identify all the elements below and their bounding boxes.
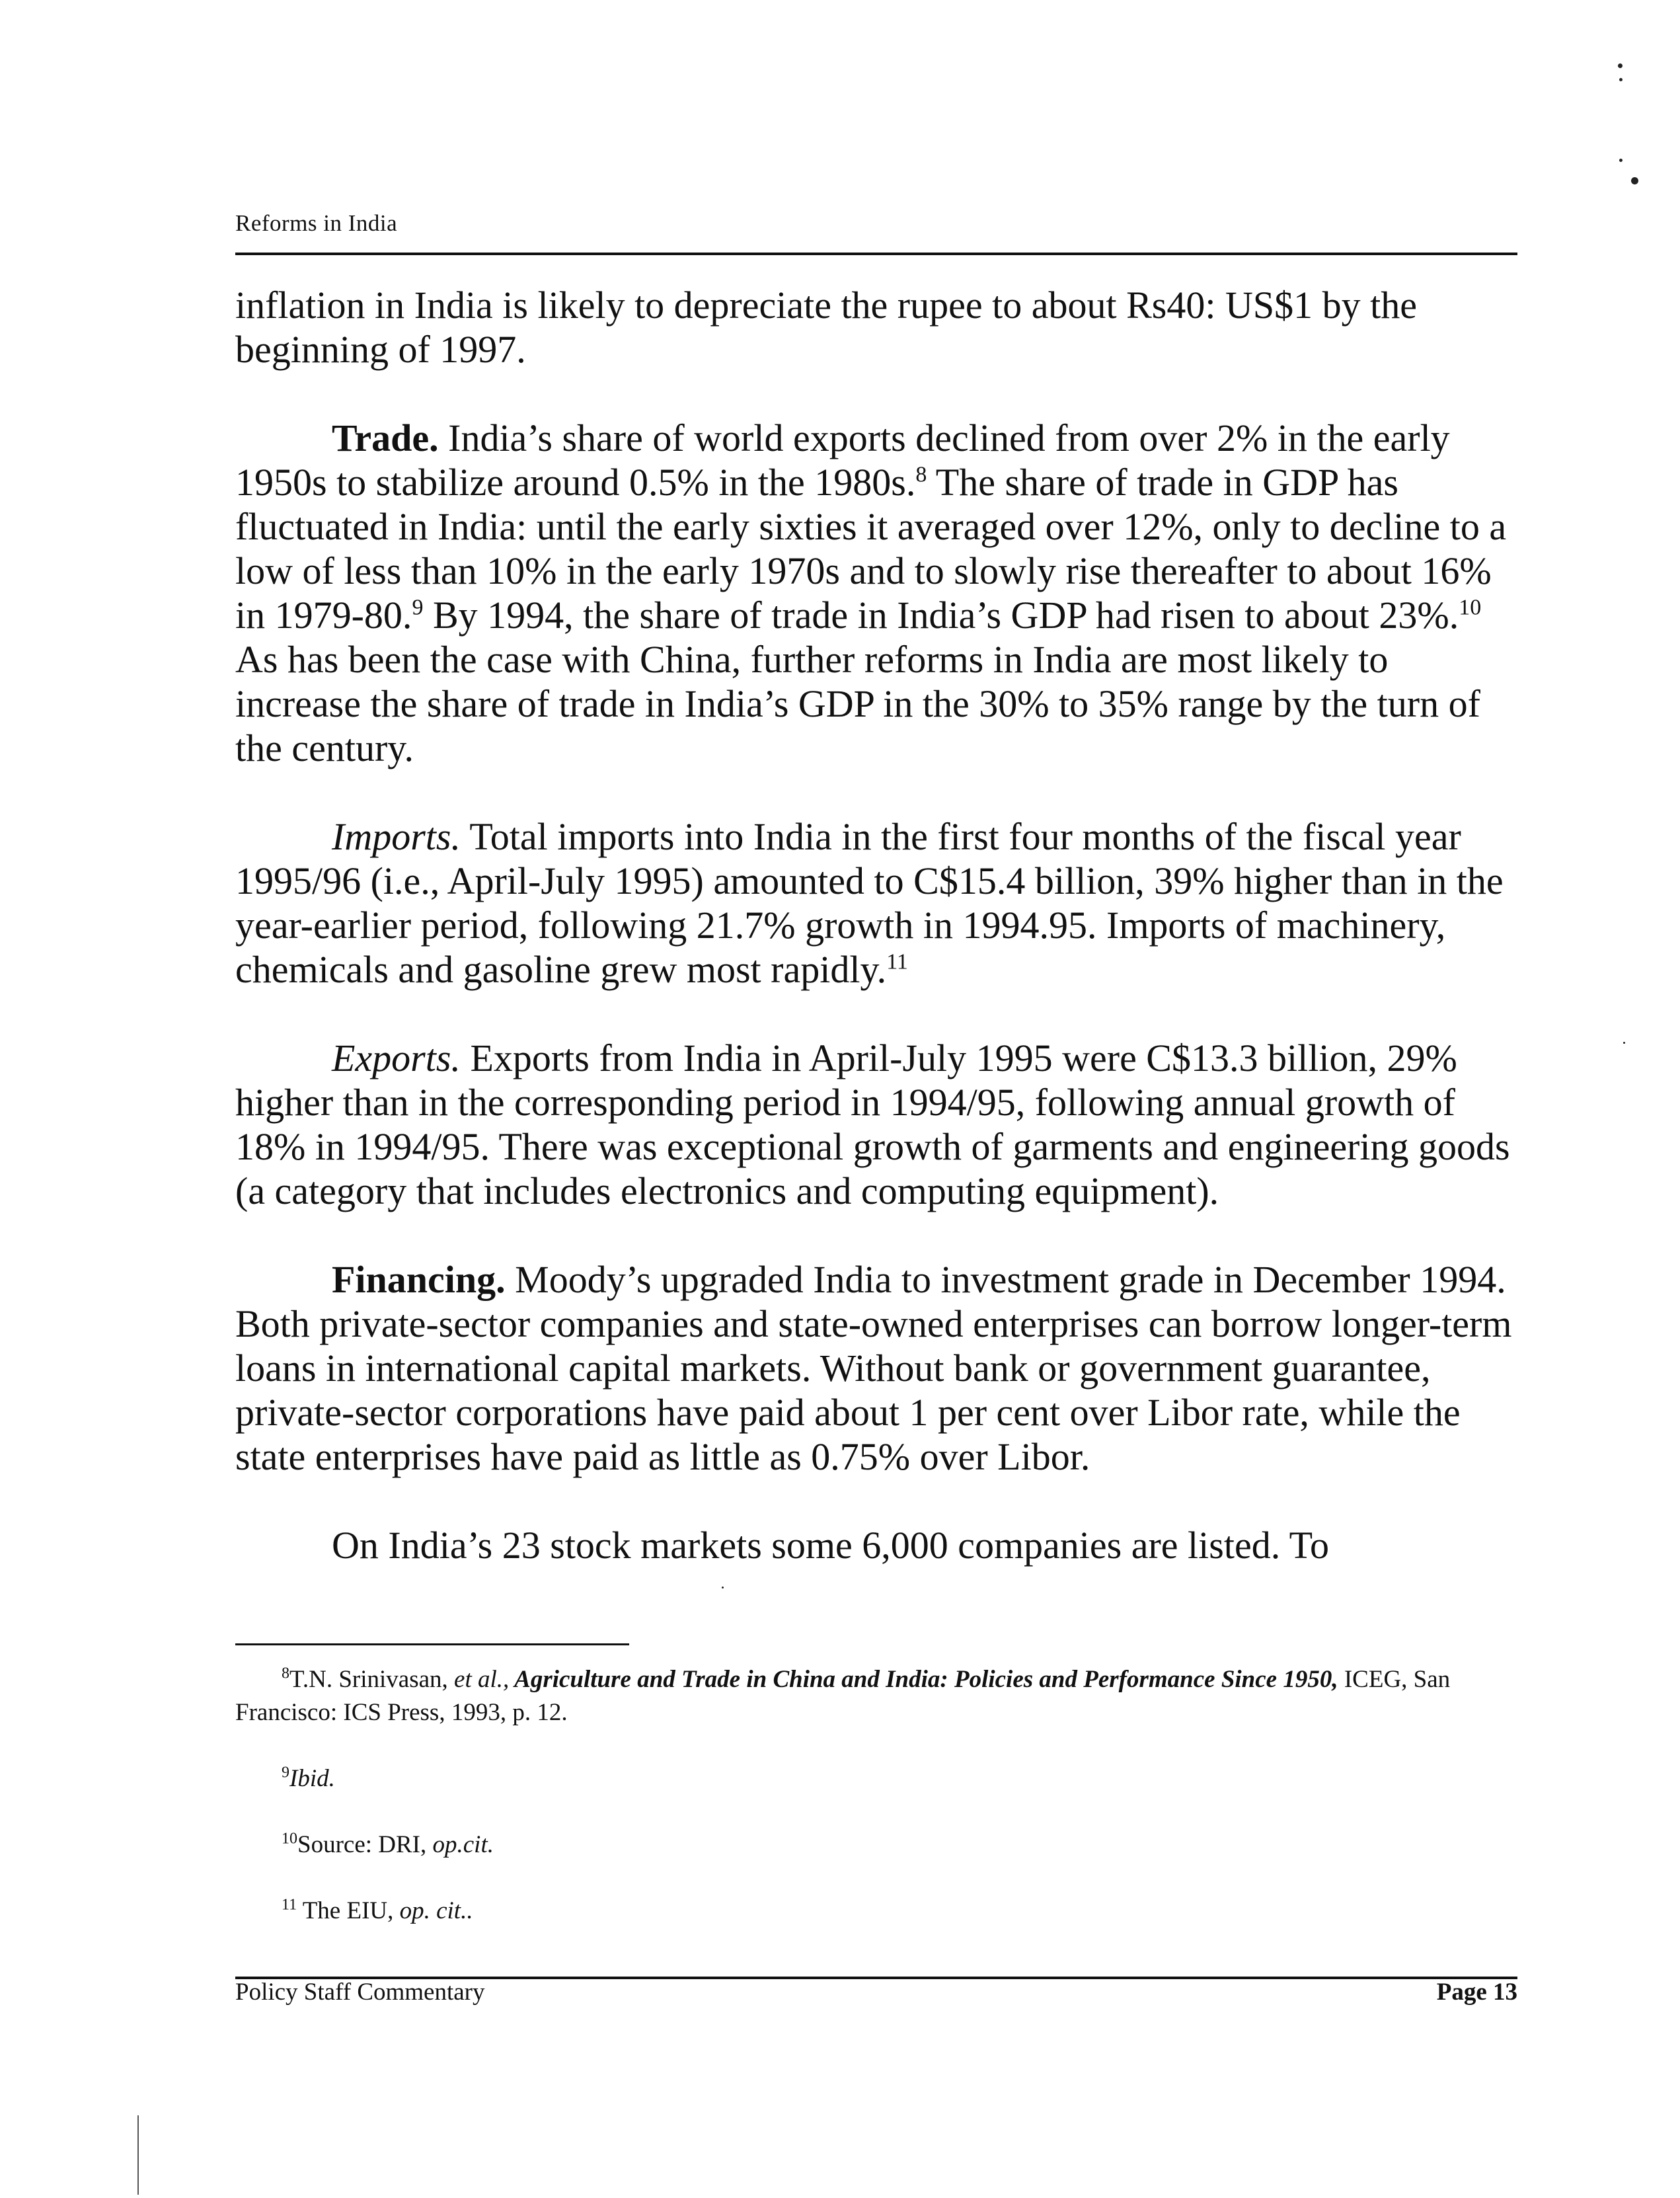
paragraph-text: The share of trade in GDP has fluctuated in India: until the early sixties it averaged over 12%, only to decline to a low of less than 10% in the early 1970s and to slowly rise thereafter to about 16% in 1979-80.	[235, 461, 1507, 637]
footnote-8	[235, 1663, 1521, 1729]
footnotes	[235, 1663, 1521, 1961]
footnote-italic: op.cit.	[432, 1831, 494, 1858]
footer-publication: Policy Staff Commentary	[235, 1979, 485, 2006]
footnote-italic: op. cit..	[399, 1897, 473, 1924]
scan-speck	[1619, 159, 1623, 162]
footnote-text: Source: DRI,	[297, 1831, 433, 1858]
footnote-number: 10	[282, 1830, 297, 1848]
footnote-9	[235, 1762, 1521, 1795]
footnote-text: ICEG, San Francisco: ICS Press, 1993, p. 12.	[235, 1666, 1451, 1726]
footnote-number: 9	[282, 1764, 289, 1782]
page-number: Page 13	[1436, 1979, 1517, 2006]
footnote-text: The EIU,	[297, 1897, 400, 1924]
paragraph-exports	[235, 1036, 1521, 1213]
footnote-ref: 8	[915, 462, 927, 487]
footnote-ref: 9	[412, 595, 424, 620]
paragraph-text: Moody’s upgraded India to investment grade in December 1994. Both private-sector companies and state-owned enterprises can borrow longer-term loans in international capital markets. Without bank or government guarantee, private-sector corporations have paid about 1 per cent over Libor rate, while the state enterprises have paid as little as 0.75% over Libor.	[235, 1258, 1512, 1478]
paragraph-text: inflation in India is likely to depreciate the rupee to about Rs40: US$1 by the beginning of 1997.	[235, 284, 1417, 371]
footnote-11	[235, 1895, 1521, 1928]
footnote-italic: Ibid.	[289, 1765, 335, 1792]
scan-speck	[1619, 78, 1623, 81]
section-heading-trade: Trade.	[332, 416, 439, 459]
footnote-ref: 10	[1459, 595, 1482, 620]
paragraph-stock-markets	[235, 1523, 1521, 1567]
paragraph-text: As has been the case with China, further reforms in India are most likely to increase the share of trade in India’s GDP in the 30% to 35% range by the turn of the century.	[235, 638, 1480, 769]
footnote-number: 11	[282, 1896, 297, 1914]
header-rule	[235, 253, 1517, 255]
running-header: Reforms in India	[235, 210, 398, 236]
paragraph-text: Exports from India in April-July 1995 were C$13.3 billion, 29% higher than in the corresponding period in 1994/95, following annual growth of 18% in 1994/95. There was exceptional growth of garments and engineering goods (a category that includes electronics and computing equipment).	[235, 1037, 1510, 1212]
footnote-text: T.N. Srinivasan,	[289, 1666, 455, 1693]
paragraph-trade	[235, 416, 1521, 770]
paragraph-imports	[235, 814, 1521, 992]
paragraph-text: Total imports into India in the first four months of the fiscal year 1995/96 (i.e., April-July 1995) amounted to C$15.4 billion, 39% higher than in the year-earlier period, following 21.7% growth in 1994.95. Imports of machinery, chemicals and gasoline grew most rapidly.	[235, 815, 1504, 991]
paragraph-text: India’s share of world exports declined from over 2% in the early 1950s to stabilize around 0.5% in the 1980s.	[235, 416, 1450, 504]
footnote-separator	[235, 1643, 629, 1645]
scan-speck	[722, 1587, 724, 1589]
paragraph-financing	[235, 1257, 1521, 1479]
scan-mark	[137, 2115, 139, 2195]
paragraph-text: By 1994, the share of trade in India’s GDP had risen to about 23%.	[423, 594, 1459, 637]
paragraph-text: On India’s 23 stock markets some 6,000 companies are listed. To	[332, 1524, 1330, 1567]
footnote-10	[235, 1828, 1521, 1862]
section-heading-financing: Financing.	[332, 1258, 506, 1301]
scan-speck	[1618, 63, 1623, 68]
paragraph-inflation	[235, 283, 1521, 372]
footnote-italic: et al.,	[454, 1666, 510, 1693]
footnote-number: 8	[282, 1665, 289, 1682]
scan-speck	[1623, 1042, 1625, 1044]
section-heading-exports: Exports.	[332, 1037, 461, 1079]
footnote-ref: 11	[886, 949, 908, 974]
scan-speck	[1631, 177, 1638, 184]
section-heading-imports: Imports.	[332, 815, 461, 858]
body-text	[235, 283, 1521, 1612]
footnote-book-title: Agriculture and Trade in China and India: Policies and Performance Since 1950,	[509, 1666, 1338, 1693]
